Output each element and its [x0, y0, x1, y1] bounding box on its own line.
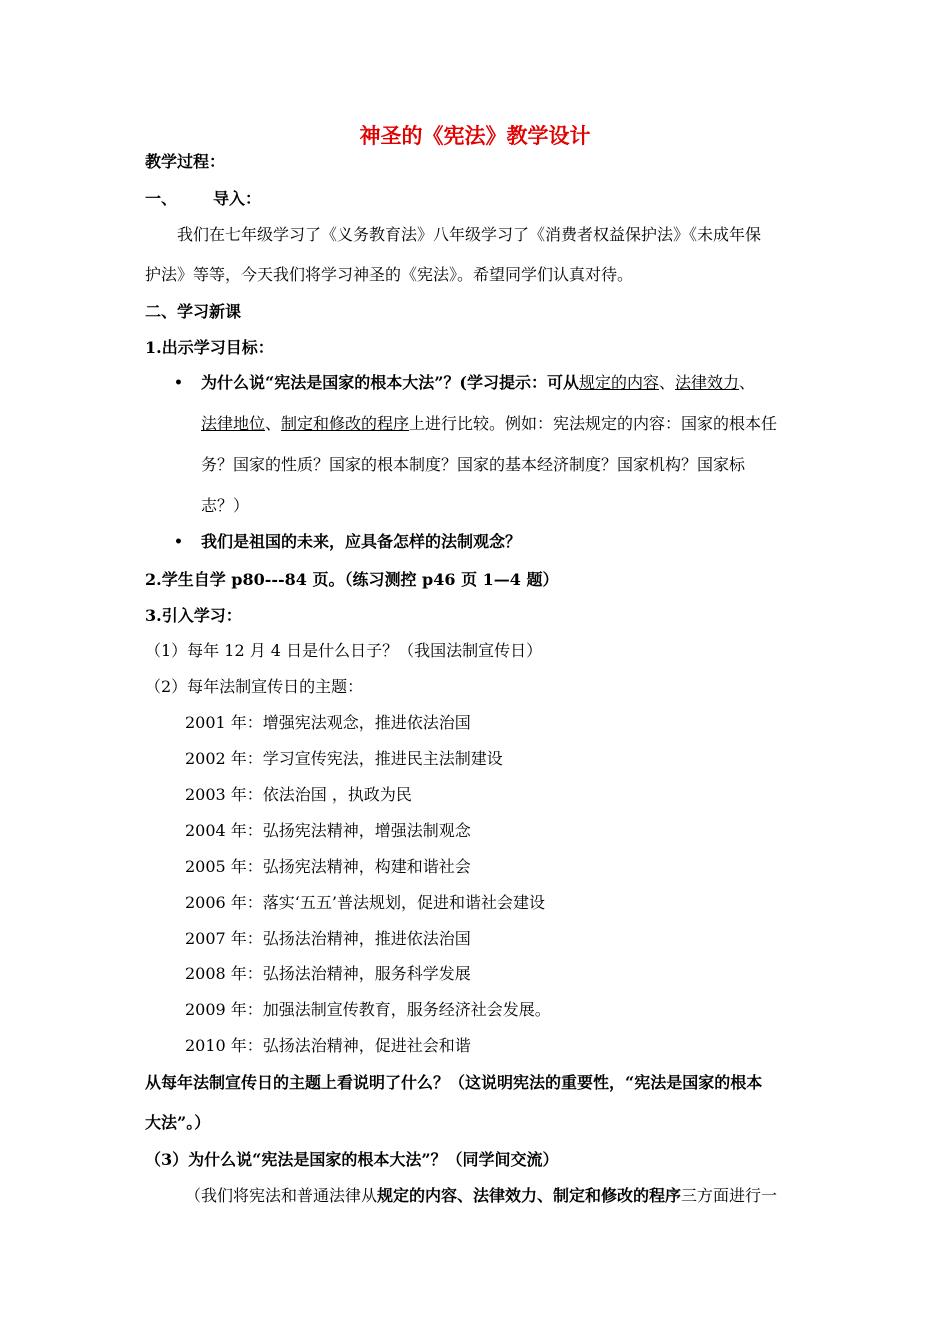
- theme-item: 2006 年：落实‘五五’普法规划，促进和谐社会建设: [185, 893, 545, 912]
- self-study-line: 2.学生自学 p80---84 页。（练习测控 p46 页 1—4 题）: [145, 570, 559, 589]
- theme-item: 2003 年：依法治国 ，执政为民: [185, 785, 412, 804]
- theme-item: 2007 年：弘扬法治精神，推进依法治国: [185, 929, 471, 948]
- conclusion-line-2: 大法”。）: [145, 1113, 211, 1132]
- goal-1-question: 为什么说“宪法是国家的根本大法”？(学习提示：可从: [201, 373, 579, 392]
- goal-1-separator: 、: [265, 414, 282, 433]
- goal-2: 我们是祖国的未来，应具备怎样的法制观念？: [201, 532, 522, 551]
- theme-item: 2005 年：弘扬宪法精神，构建和谐社会: [185, 857, 471, 876]
- question-3: （3）为什么说“宪法是国家的根本大法”？（同学间交流）: [145, 1150, 559, 1169]
- question-2: （2）每年法制宣传日的主题：: [145, 677, 364, 696]
- goal-1-term-effect: 法律效力: [675, 373, 740, 392]
- last-paragraph-post: 三方面进行一: [681, 1186, 778, 1205]
- intro-paragraph-line-1: 我们在七年级学习了《义务教育法》八年级学习了《消费者权益保护法》《未成年保: [177, 225, 762, 244]
- section-one-heading: 导入：: [213, 189, 262, 208]
- goal-1-term-status: 法律地位: [201, 414, 266, 433]
- goal-1-line-3: 务？国家的性质？国家的根本制度？国家的基本经济制度？国家机构？国家标: [201, 455, 746, 474]
- last-paragraph-line: [185, 1186, 777, 1206]
- theme-item: 2008 年：弘扬法治精神，服务科学发展: [185, 964, 471, 983]
- goal-1-line-2: [201, 414, 777, 434]
- theme-item: 2002 年：学习宣传宪法，推进民主法制建设: [185, 749, 503, 768]
- last-paragraph-emphasis: 规定的内容、法律效力、制定和修改的程序: [377, 1186, 682, 1205]
- goal-1-line-2-rest: 上进行比较。例如：宪法规定的内容：国家的根本任: [409, 414, 778, 433]
- goal-1-separator: 、: [659, 373, 676, 392]
- theme-item: 2010 年：弘扬法治精神，促进社会和谐: [185, 1036, 471, 1055]
- intro-study-heading: 3.引入学习：: [145, 606, 242, 625]
- theme-item: 2004 年：弘扬宪法精神，增强法制观念: [185, 821, 471, 840]
- intro-paragraph-line-2: 护法》等等，今天我们将学习神圣的《宪法》。希望同学们认真对待。: [145, 265, 634, 284]
- question-1: （1）每年 12 月 4 日是什么日子？（我国法制宣传日）: [145, 641, 543, 660]
- conclusion-line-1: 从每年法制宣传日的主题上看说明了什么？（这说明宪法的重要性，“宪法是国家的根本: [145, 1073, 763, 1092]
- process-label: 教学过程：: [145, 152, 226, 171]
- goals-heading: 1.出示学习目标：: [145, 338, 274, 357]
- section-two-heading: 二、学习新课: [145, 302, 242, 321]
- theme-item: 2009 年：加强法制宣传教育，服务经济社会发展。: [185, 1000, 551, 1019]
- goal-1-separator: 、: [739, 373, 756, 392]
- document-title: 神圣的《宪法》教学设计: [359, 123, 591, 148]
- section-one-number: 一、: [145, 189, 178, 208]
- theme-item: 2001 年：增强宪法观念，推进依法治国: [185, 713, 471, 732]
- goal-1-line-4: 志？）: [201, 496, 250, 515]
- goal-1-term-content: 规定的内容: [578, 373, 659, 392]
- bullet-icon: •: [174, 534, 183, 550]
- last-paragraph-pre: （我们将宪法和普通法律从: [185, 1186, 378, 1205]
- goal-1-term-procedure: 制定和修改的程序: [281, 414, 410, 433]
- bullet-icon: •: [174, 375, 183, 391]
- goal-1-line-1: [201, 373, 755, 393]
